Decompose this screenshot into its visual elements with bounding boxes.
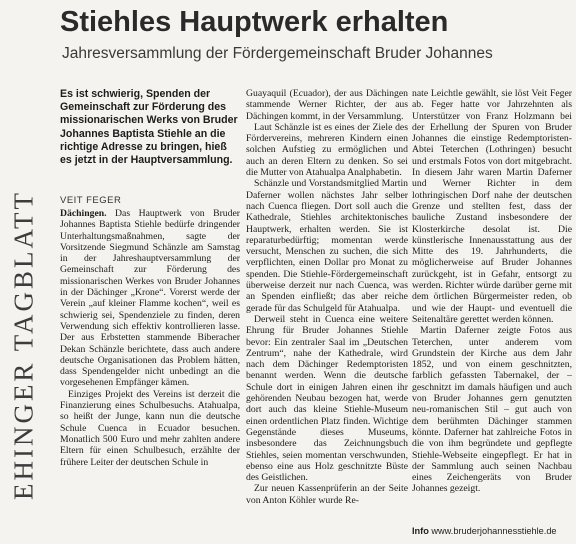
- teaser-paragraph: Es ist schwierig, Spenden der Gemeinschaft zur Förderung des missionarischen Werks von Bruder Johannes Baptista Stiehle an die richtige Adresse zu bringen, hieß es jetzt in der Hauptversammlung.: [60, 88, 238, 167]
- article-paragraph: nate Leichtle gewählt, sie löst Veit Feger ab. Feger hatte vor Jahrzehnten als Unterstützer von Franz Holzmann bei der Erhellung der Spuren von Bruder Johannes die einstige Redemptoristen-Abtei Teterchen (Lothringen) besucht und erstmals Fotos von dort mitgebracht. In diesem Jahr waren Martin Daferner und Werner Richter in dem lothringischen Dorf nahe der deutschen Grenze und stellten fest, dass der bauliche Zustand insbesondere der Klosterkirche desolat ist. Die künstlerische Innenausstattung aus der Mitte des 19. Jahrhunderts, die möglicherweise auf Bruder Johannes zurückgeht, ist in Gefahr, entsorgt zu werden. Richter würde darüber gerne mit dem örtlichen Bürgermeister reden, ob und wie der Haupt- und eventuell die Seitenaltäre gerettet werden können.: [412, 88, 572, 325]
- article-paragraph: Laut Schänzle ist es eines der Ziele des Fördervereins, mehreren Kindern einen solchen Aufstieg zu ermöglichen und auch an deren Eltern zu denken. So sei die Mutter von Atahualpa Analphabetin.: [246, 121, 408, 179]
- author-byline: VEIT FEGER: [60, 195, 122, 206]
- dateline: Dächingen.: [60, 208, 107, 219]
- article-column-1: [60, 208, 240, 544]
- article-paragraph: Zur neuen Kassenprüferin an der Seite von Anton Köhler wurde Re-: [246, 483, 408, 506]
- article-paragraph: [60, 208, 240, 389]
- subheadline: Jahresversammlung der Fördergemeinschaft Bruder Johannes: [62, 45, 493, 62]
- headline: Stiehles Hauptwerk erhalten: [60, 6, 449, 38]
- article-paragraph: Schänzle und Vorstandsmitglied Martin Daferner wollen nächstes Jahr selber nach Cuenca fliegen. Dort soll auch die Kathedrale, Stiehles architektonisches Hauptwerk, erhalten werden. Sie ist reparaturbedürftig; momentan werde versucht, Menschen zu suchen, die sich verpflichten, einen Dollar pro Monat zu spenden. Die Stiehle-Fördergemeinschaft überweise derzeit nur nach Cuenca, was an Spenden einfließt; das aber reiche gerade für das Schulgeld für Atahualpa.: [246, 178, 408, 314]
- article-column-3: [412, 88, 572, 513]
- masthead: [2, 150, 46, 540]
- article-paragraph: Martin Daferner zeigte Fotos aus Teterchen, unter anderem vom Grundstein der Kirche aus dem Jahr 1852, und von einem geschnitzten, farblich gefassten Tabernakel, der – geschnitzt im damals häufigen und auch von Bruder Johannes gern genutzten neu-romanischen Stil – gut auch von dem berühmten Dächinger stammen könnte. Daferner hat zahlreiche Fotos in die von ihm begründete und gepflegte Stiehle-Webseite eingepflegt. Er hat in der Sammlung auch seinen Nachbau eines Zeichengeräts von Bruder Johannes gezeigt.: [412, 325, 572, 495]
- article-paragraph: Einziges Projekt des Vereins ist derzeit die Finanzierung eines Schulbesuchs. Atahualpa, so heißt der Junge, kann nun die deutsche Schule Cuenca in Ecuador besuchen. Monatlich 500 Euro und mehr zahlten andere Eltern für einen Schulbesuch, erzählte der frühere Leiter der deutschen Schule in: [60, 388, 240, 468]
- paragraph-text: Das Hauptwerk von Bruder Johannes Baptista Stiehle bedürfe dringender Unterhaltungsmaßnahmen, sagte der Vorsitzende Siegmund Schänzle am Samstag in der Jahreshauptversammlung der Gemeinschaft zur Förderung des missionarischen Werkes von Bruder Johannes in der Dächinger „Krone“. Vorerst werde der Verein „auf kleiner Flamme kochen“, weil es schwierig sei, Spendenziele zu finden, deren Verwendung sich effektiv kontrollieren lasse. Der aus Erbstetten stammende Biberacher Dekan Schänzle berichtete, dass auch andere deutsche Organisationen das Problem hätten, dass Spendengelder nicht unbedingt an die vorgesehenen Empfänger kämen.: [60, 208, 240, 389]
- article-column-2: [246, 88, 408, 543]
- info-line: [412, 526, 574, 536]
- masthead-title: EHINGER TAGBLATT: [8, 189, 39, 501]
- article-paragraph: Derweil steht in Cuenca eine weitere Ehrung für Bruder Johannes Stiehle bevor: Ein zentraler Saal im „Deutschen Zentrum“, nahe der Kathedrale, wird nach dem Dächinger Redemptoristen benannt werden. Wenn die deutsche Schule dort in einigen Jahren einen ihr gehörenden Neubau bezogen hat, werde dort auch das kleine Stiehle-Museum einen ordentlichen Platz finden. Wichtige Gegenstände dieses Museums, insbesondere das Zeichnungsbuch Stiehles, seien momentan verschwunden, ebenso eine aus Holz geschnitzte Büste des Geistlichen.: [246, 313, 408, 484]
- info-label: Info: [412, 526, 429, 536]
- info-url: www.bruderjohannesstiehle.de: [431, 526, 557, 536]
- article-paragraph: Guayaquil (Ecuador), der aus Dächingen stammende Werner Richter, der aus Dächingen kommt, in der Versammlung.: [246, 88, 408, 122]
